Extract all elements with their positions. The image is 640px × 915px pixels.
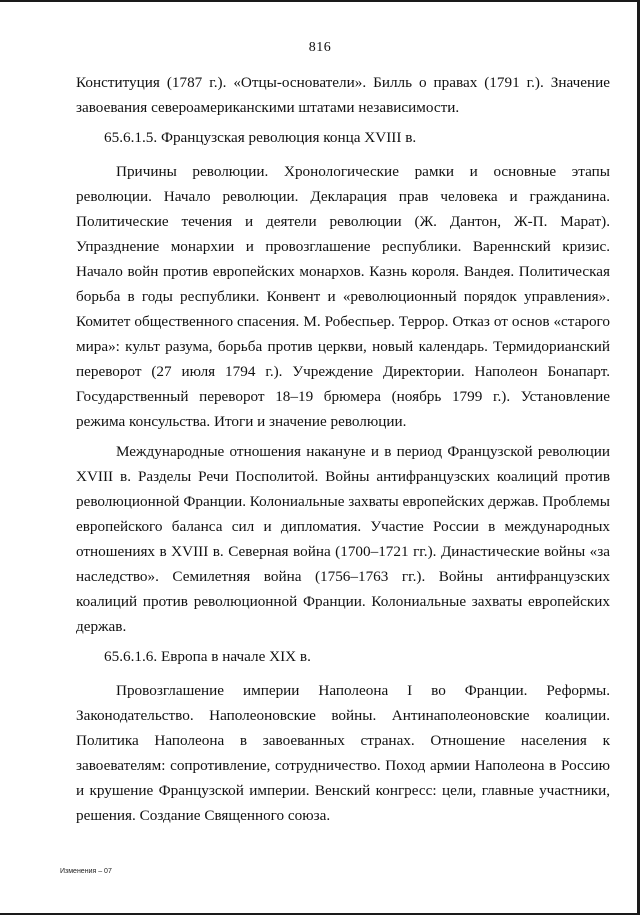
section-heading-europe-19th: 65.6.1.6. Европа в начале XIX в. [104,648,311,665]
paragraph-revolution-causes: Причины революции. Хронологические рамки и основные этапы революции. Начало революции. Декларация прав человека и гражданина. Политические течения и деятели революции (Ж. Дантон, Ж-П. Марат). Упразднение монархии и провозглашение республики. Вареннский кризис. Начало войн против европейских монархов. Казнь короля. Вандея. Политическая борьба в годы республики. Конвент и «революционный порядок управления». Комитет общественного спасения. М. Робеспьер. Террор. Отказ от основ «старого мира»: культ разума, борьба против церкви, новый календарь. Термидорианский переворот (27 июля 1794 г.). Учреждение Директории. Наполеон Бонапарт. Государственный переворот 18–19 брюмера (ноябрь 1799 г.). Установление режима консульства. Итоги и значение революции. [76,163,610,430]
document-body [76,70,610,833]
section-heading-french-revolution: 65.6.1.5. Французская революция конца XVIII в. [104,129,417,146]
paragraph-napoleon-empire: Провозглашение империи Наполеона I во Франции. Реформы. Законодательство. Наполеоновские войны. Антинаполеоновские коалиции. Политика Наполеона в завоеванных странах. Отношение населения к завоевателям: сопротивление, сотрудничество. Поход армии Наполеона в Россию и крушение Французской империи. Венский конгресс: цели, главные участники, решения. Создание Священного союза. [76,682,610,824]
paragraph-continuation: Конституция (1787 г.). «Отцы-основатели». Билль о правах (1791 г.). Значение завоевания североамериканскими штатами независимости. [76,74,610,116]
paragraph-international-relations: Международные отношения накануне и в период Французской революции XVIII в. Разделы Речи Посполитой. Войны антифранцузских коалиций против революционной Франции. Колониальные захваты европейских держав. Проблемы европейского баланса сил и дипломатия. Участие России в международных отношениях в XVIII в. Северная война (1700–1721 гг.). Династические войны «за наследство». Семилетняя война (1756–1763 гг.). Войны антифранцузских коалиций против революционной Франции. Колониальные захваты европейских держав. [76,443,610,635]
footer-note: Изменения – 07 [60,868,112,875]
page-number: 816 [308,40,332,55]
